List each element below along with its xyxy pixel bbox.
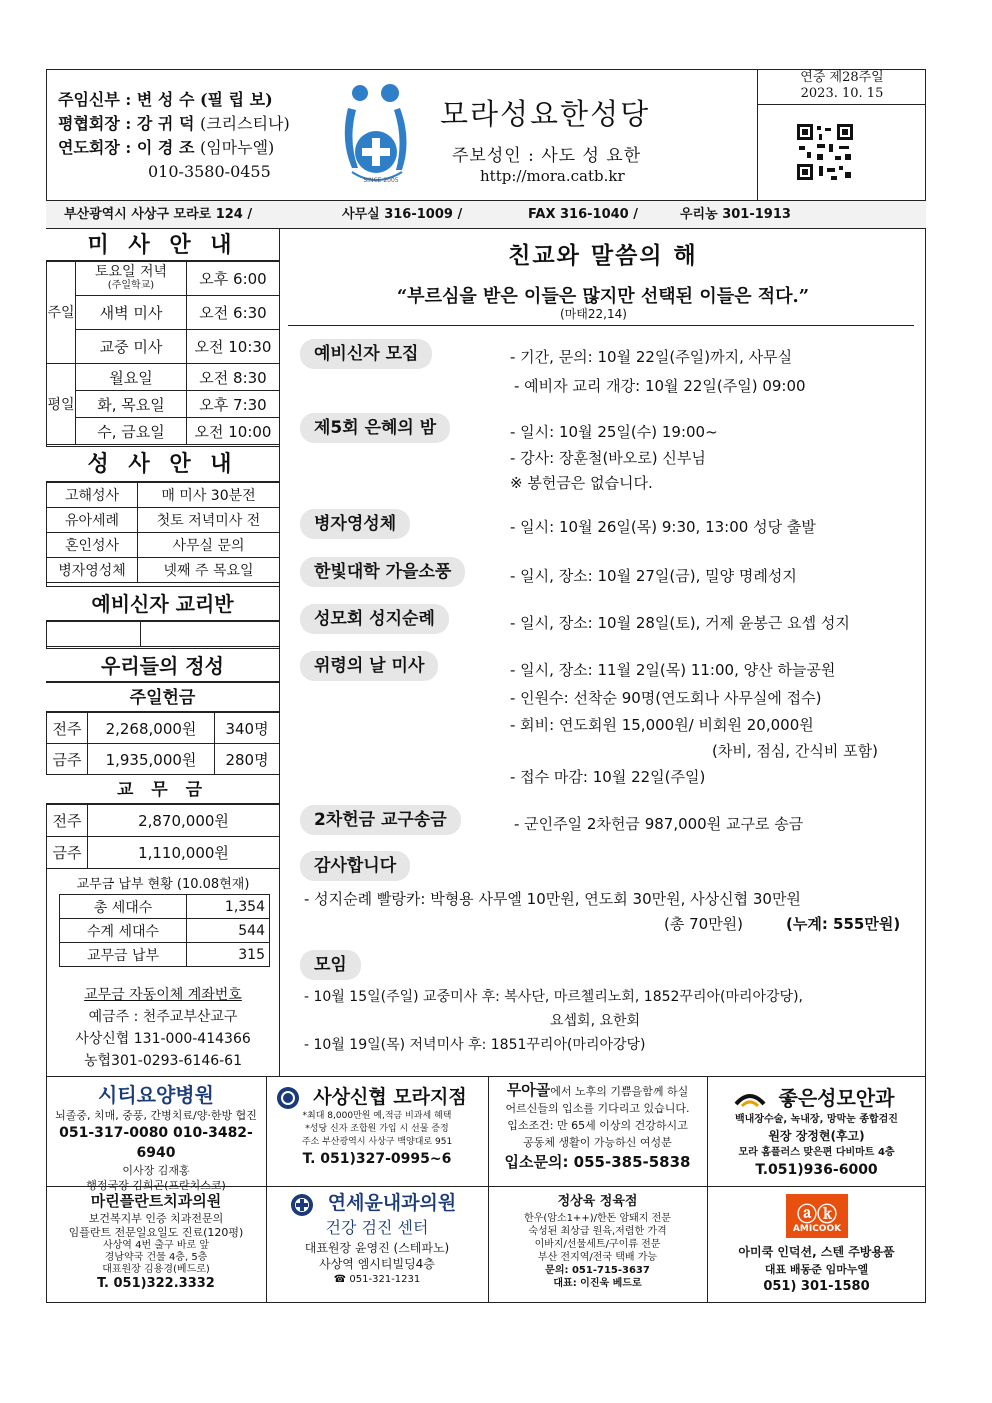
status-label: 교무금 납부	[60, 943, 187, 967]
ad-line: 숙성된 최상급 원육,저렴한 가격	[528, 1226, 667, 1237]
mass-name: 월요일	[76, 364, 187, 391]
section-line: - 일시, 장소: 10월 28일(토), 거제 윤봉근 요셉 성지	[510, 614, 850, 632]
section-all-souls-mass: 위령의 날 미사	[300, 651, 438, 681]
phone-icon: ☎	[333, 1274, 347, 1285]
address: 부산광역시 사상구 모라로 124 /	[64, 207, 253, 222]
section-line: - 성지순례 빨랑카: 박형용 사무엘 10만원, 연도회 30만원, 사상신협 30만원	[304, 890, 801, 908]
sacrament-name: 고해성사	[47, 483, 138, 508]
mass-time: 오전 8:30	[187, 364, 280, 391]
ad-line: 백내장수술, 녹내장, 망막눈 종합검진	[735, 1114, 898, 1125]
account-title: 교무금 자동이체 계좌번호	[84, 987, 242, 1003]
address-bar	[46, 201, 926, 228]
ad-line: 공동체 생활이 가능하신 여성분	[523, 1136, 672, 1149]
ad-name: 연세윤내과의원	[327, 1192, 457, 1214]
ad-line: 대표원장 윤영진 (스테파노)	[304, 1241, 450, 1255]
diocesan-amount: 2,870,000원	[88, 805, 280, 837]
section-line: (누계: 555만원)	[786, 915, 901, 933]
ad-name: 마린플란트치과의원	[90, 1192, 222, 1210]
office-phone: 사무실 316-1009 /	[342, 207, 463, 222]
liturgical-week: 연중 제28주일	[800, 70, 884, 85]
ad-line: 행정국장 김희곤(프란치스코)	[86, 1179, 226, 1192]
status-title: 교무금 납부 현황 (10.08현재)	[76, 877, 250, 892]
ad-line: 051-317-0080 010-3482-6940	[59, 1125, 253, 1161]
issue-info	[760, 70, 924, 102]
sunday-offering-table	[46, 712, 280, 775]
status-label: 총 세대수	[60, 895, 187, 919]
ad-name: 좋은성모안과	[778, 1086, 895, 1110]
staff-council: 평협회장 : 강 귀 덕 (크리스티나)	[58, 114, 290, 133]
postal: 우리농 301-1913	[680, 207, 791, 222]
section-thanks: 감사합니다	[300, 851, 410, 881]
logo-since: SINCE 2005	[363, 177, 399, 184]
status-value: 315	[187, 943, 270, 967]
mass-table	[46, 261, 280, 445]
section-meetings: 모임	[300, 950, 361, 980]
section-line: - 일시, 장소: 11월 2일(목) 11:00, 양산 하늘공원	[510, 661, 836, 679]
status-value: 1,354	[187, 895, 270, 919]
offering-week: 금주	[47, 744, 88, 775]
diocesan-title: 교 무 금	[46, 774, 279, 804]
ad-internal-clinic	[266, 1190, 488, 1288]
staff-pastor: 주임신부 : 변 성 수 (필 립 보)	[58, 90, 273, 109]
account-line: 사상신협 131-000-414366	[75, 1031, 251, 1047]
ad-line: 주소 부산광역시 사상구 백양대로 951	[301, 1137, 453, 1147]
section-line: - 일시: 10월 25일(수) 19:00~	[510, 423, 718, 441]
diocesan-week: 금주	[47, 837, 88, 869]
mass-name: 화, 목요일	[76, 391, 187, 418]
sunday-label: 주일	[47, 262, 76, 364]
catechumen-title: 예비신자 교리반	[46, 586, 279, 621]
status-table	[59, 894, 270, 967]
account-line: 예금주 : 천주교부산교구	[88, 1009, 238, 1025]
ad-line: 어르신들의 입소를 기다리고 있습니다.	[505, 1102, 690, 1115]
sacrament-name: 혼인성사	[47, 533, 138, 558]
sacrament-value: 넷째 주 목요일	[138, 558, 280, 583]
section-second-collection: 2차헌금 교구송금	[300, 805, 461, 835]
section-line: 요셉회, 요한회	[550, 1013, 641, 1029]
mass-name: 수, 금요일	[76, 418, 187, 445]
ad-line: 사상역 엠시티빌딩4층	[319, 1257, 435, 1271]
sacraments-title: 성 사 안 내	[46, 446, 279, 482]
section-line: - 10월 19일(목) 저녁미사 후: 1851꾸리아(마리아강당)	[304, 1037, 646, 1053]
ad-name: AMICOOK	[792, 1224, 842, 1234]
ad-line: *최대 8,000만원 예,적금 비과세 혜택	[302, 1111, 452, 1121]
section-pilgrimage: 성모회 성지순례	[300, 604, 449, 634]
section-line: - 인원수: 선착순 90명(연도회나 사무실에 접수)	[510, 689, 822, 707]
ad-line: 사상역 4번 출구 바로 앞	[102, 1240, 210, 1251]
staff-yeondo: 연도회장 : 이 경 조 (임마누엘)	[58, 138, 275, 157]
offering-count: 280명	[215, 744, 280, 775]
qr-code-icon[interactable]	[795, 122, 855, 182]
weekday-label: 평일	[47, 364, 76, 445]
ad-line: 모라 홈플러스 맞은편 다비마트 4층	[738, 1147, 895, 1158]
parish-name: 모라성요한성당	[440, 97, 651, 131]
ad-line: 051) 301-1580	[763, 1279, 870, 1294]
sacraments-table	[46, 482, 280, 583]
ad-line: 입소문의: 055-385-5838	[504, 1153, 691, 1171]
ad-nursing-home	[488, 1082, 707, 1173]
section-autumn-picnic: 한빛대학 가을소풍	[300, 557, 465, 587]
mass-name: 토요일 저녁 (주일학교)	[76, 262, 187, 296]
ad-line: 문의: 051-715-3637	[545, 1265, 650, 1276]
ad-line: 부산 전지역/전국 택배 가능	[537, 1252, 658, 1263]
mass-title: 미 사 안 내	[46, 228, 279, 261]
ad-line: T.051)936-6000	[755, 1162, 878, 1178]
section-line: - 접수 마감: 10월 22일(주일)	[510, 768, 706, 786]
ad-line: 원장 장정현(후고)	[768, 1129, 865, 1143]
parish-url[interactable]: http://mora.catb.kr	[480, 167, 625, 185]
amicook-logo-icon: ⓐⓚ AMICOOK	[786, 1194, 848, 1238]
section-line: - 10월 15일(주일) 교중미사 후: 복사단, 마르첼리노회, 1852꾸리아(마리아강당),	[304, 989, 803, 1005]
ad-subtitle: 건강 검진 센터	[325, 1218, 429, 1237]
offering-count: 340명	[215, 713, 280, 744]
scripture-ref: (마태22,14)	[560, 307, 627, 321]
section-line: - 예비자 교리 개강: 10월 22일(주일) 09:00	[514, 377, 806, 395]
section-line: - 기간, 문의: 10월 22일(주일)까지, 사무실	[510, 348, 793, 366]
ad-line: 대표원장 김용경(베드로)	[102, 1264, 210, 1275]
ad-name: 시티요양병원	[98, 1083, 214, 1107]
ad-name: 정상육 정육점	[557, 1194, 638, 1209]
ad-line: 이사장 김재홍	[122, 1164, 190, 1177]
section-sick-communion: 병자영성체	[300, 509, 410, 539]
section-line: - 회비: 연도회원 15,000원/ 비회원 20,000원	[510, 716, 814, 734]
section-line: - 강사: 장훈철(바오로) 신부님	[510, 449, 706, 467]
ad-line: ☎ 051-321-1231	[333, 1274, 421, 1285]
mass-time: 오전 10:00	[187, 418, 280, 445]
section-line: - 일시, 장소: 10월 27일(금), 밀양 명례성지	[510, 567, 797, 585]
ad-credit-union	[266, 1084, 488, 1169]
ad-line: 한우(암소1++)/한돈 암돼지 전문	[524, 1213, 671, 1224]
catechumen-cell	[47, 622, 141, 647]
sacrament-value: 첫토 저녁미사 전	[138, 508, 280, 533]
diocesan-table	[46, 804, 280, 869]
section-line: - 군인주일 2차헌금 987,000원 교구로 송금	[514, 815, 804, 833]
ad-line: 뇌졸중, 치매, 중풍, 간병치료/양·한방 협진	[55, 1109, 257, 1122]
scripture-quote: “부르심을 받은 이들은 많지만 선택된 이들은 적다.”	[396, 286, 810, 307]
diocesan-week: 전주	[47, 805, 88, 837]
ad-line: T. 051)322.3332	[97, 1276, 215, 1291]
parish-logo	[338, 80, 418, 190]
diocesan-amount: 1,110,000원	[88, 837, 280, 869]
offering-week: 전주	[47, 713, 88, 744]
ad-amicook	[707, 1244, 926, 1295]
status-value: 544	[187, 919, 270, 943]
ad-line: 임플란트 전문일요일도 진료(120평)	[68, 1226, 244, 1239]
offering-title: 우리들의 정성	[46, 648, 279, 682]
offering-amount: 2,268,000원	[88, 713, 215, 744]
sacrament-value: 사무실 문의	[138, 533, 280, 558]
issue-date: 2023. 10. 15	[800, 86, 884, 101]
mass-time: 오전 6:30	[187, 296, 280, 330]
fax: FAX 316-1040 /	[528, 207, 638, 222]
ad-line: 대표 배동준 임마누엘	[764, 1263, 869, 1276]
staff-list	[58, 88, 290, 184]
section-line: (총 70만원)	[664, 915, 744, 933]
mass-name: 교중 미사	[76, 330, 187, 364]
sacrament-value: 매 미사 30분전	[138, 483, 280, 508]
ad-line: 이바지/선물세트/구이류 전문	[534, 1239, 661, 1250]
ad-name: 사상신협 모라지점	[313, 1086, 467, 1108]
section-grace-night: 제5회 은혜의 밤	[300, 413, 450, 443]
year-title: 친교와 말씀의 해	[508, 242, 698, 269]
ad-line: 보건복지부 인증 치과전문의	[88, 1212, 224, 1225]
account-info	[46, 984, 280, 1072]
ad-line: 입소조건: 만 65세 이상의 건강하시고	[507, 1119, 688, 1132]
ad-line: 대표: 이진욱 베드로	[553, 1278, 642, 1289]
ad-line: 경남약국 건물 4층, 5층	[104, 1252, 208, 1263]
mass-name: 새벽 미사	[76, 296, 187, 330]
catechumen-cell	[141, 622, 280, 647]
mass-time: 오후 7:30	[187, 391, 280, 418]
ad-dental	[46, 1190, 266, 1292]
ad-line: 에서 노후의 기쁨을함께 하실	[550, 1085, 689, 1098]
sacrament-name: 유아세례	[47, 508, 138, 533]
ad-line: T. 051)327-0995~6	[302, 1151, 452, 1167]
ad-name: 무아골	[506, 1081, 551, 1099]
section-catechumen-recruit: 예비신자 모집	[300, 339, 432, 369]
staff-phone: 010-3580-0455	[148, 162, 271, 181]
ad-line: *성당 신자 조합원 가입 시 선물 증정	[305, 1124, 449, 1134]
ad-eye-clinic	[707, 1084, 926, 1180]
catechumen-table	[46, 621, 280, 647]
mass-time: 오전 10:30	[187, 330, 280, 364]
section-line: ※ 봉헌금은 없습니다.	[510, 474, 653, 492]
mass-time: 오후 6:00	[187, 262, 280, 296]
status-label: 수계 세대수	[60, 919, 187, 943]
account-line: 농협301-0293-6146-61	[84, 1053, 242, 1069]
section-line: - 일시: 10월 26일(목) 9:30, 13:00 성당 출발	[510, 518, 816, 536]
ad-butcher	[488, 1192, 707, 1290]
ad-city-hospital	[46, 1082, 266, 1193]
ad-line: 아미쿡 인덕션, 스텐 주방용품	[738, 1245, 895, 1259]
section-line: (차비, 점심, 간식비 포함)	[712, 742, 878, 760]
sunday-offering-title: 주일헌금	[46, 682, 279, 712]
offering-amount: 1,935,000원	[88, 744, 215, 775]
sacrament-name: 병자영성체	[47, 558, 138, 583]
patron-saint: 주보성인 : 사도 성 요한	[452, 146, 642, 166]
